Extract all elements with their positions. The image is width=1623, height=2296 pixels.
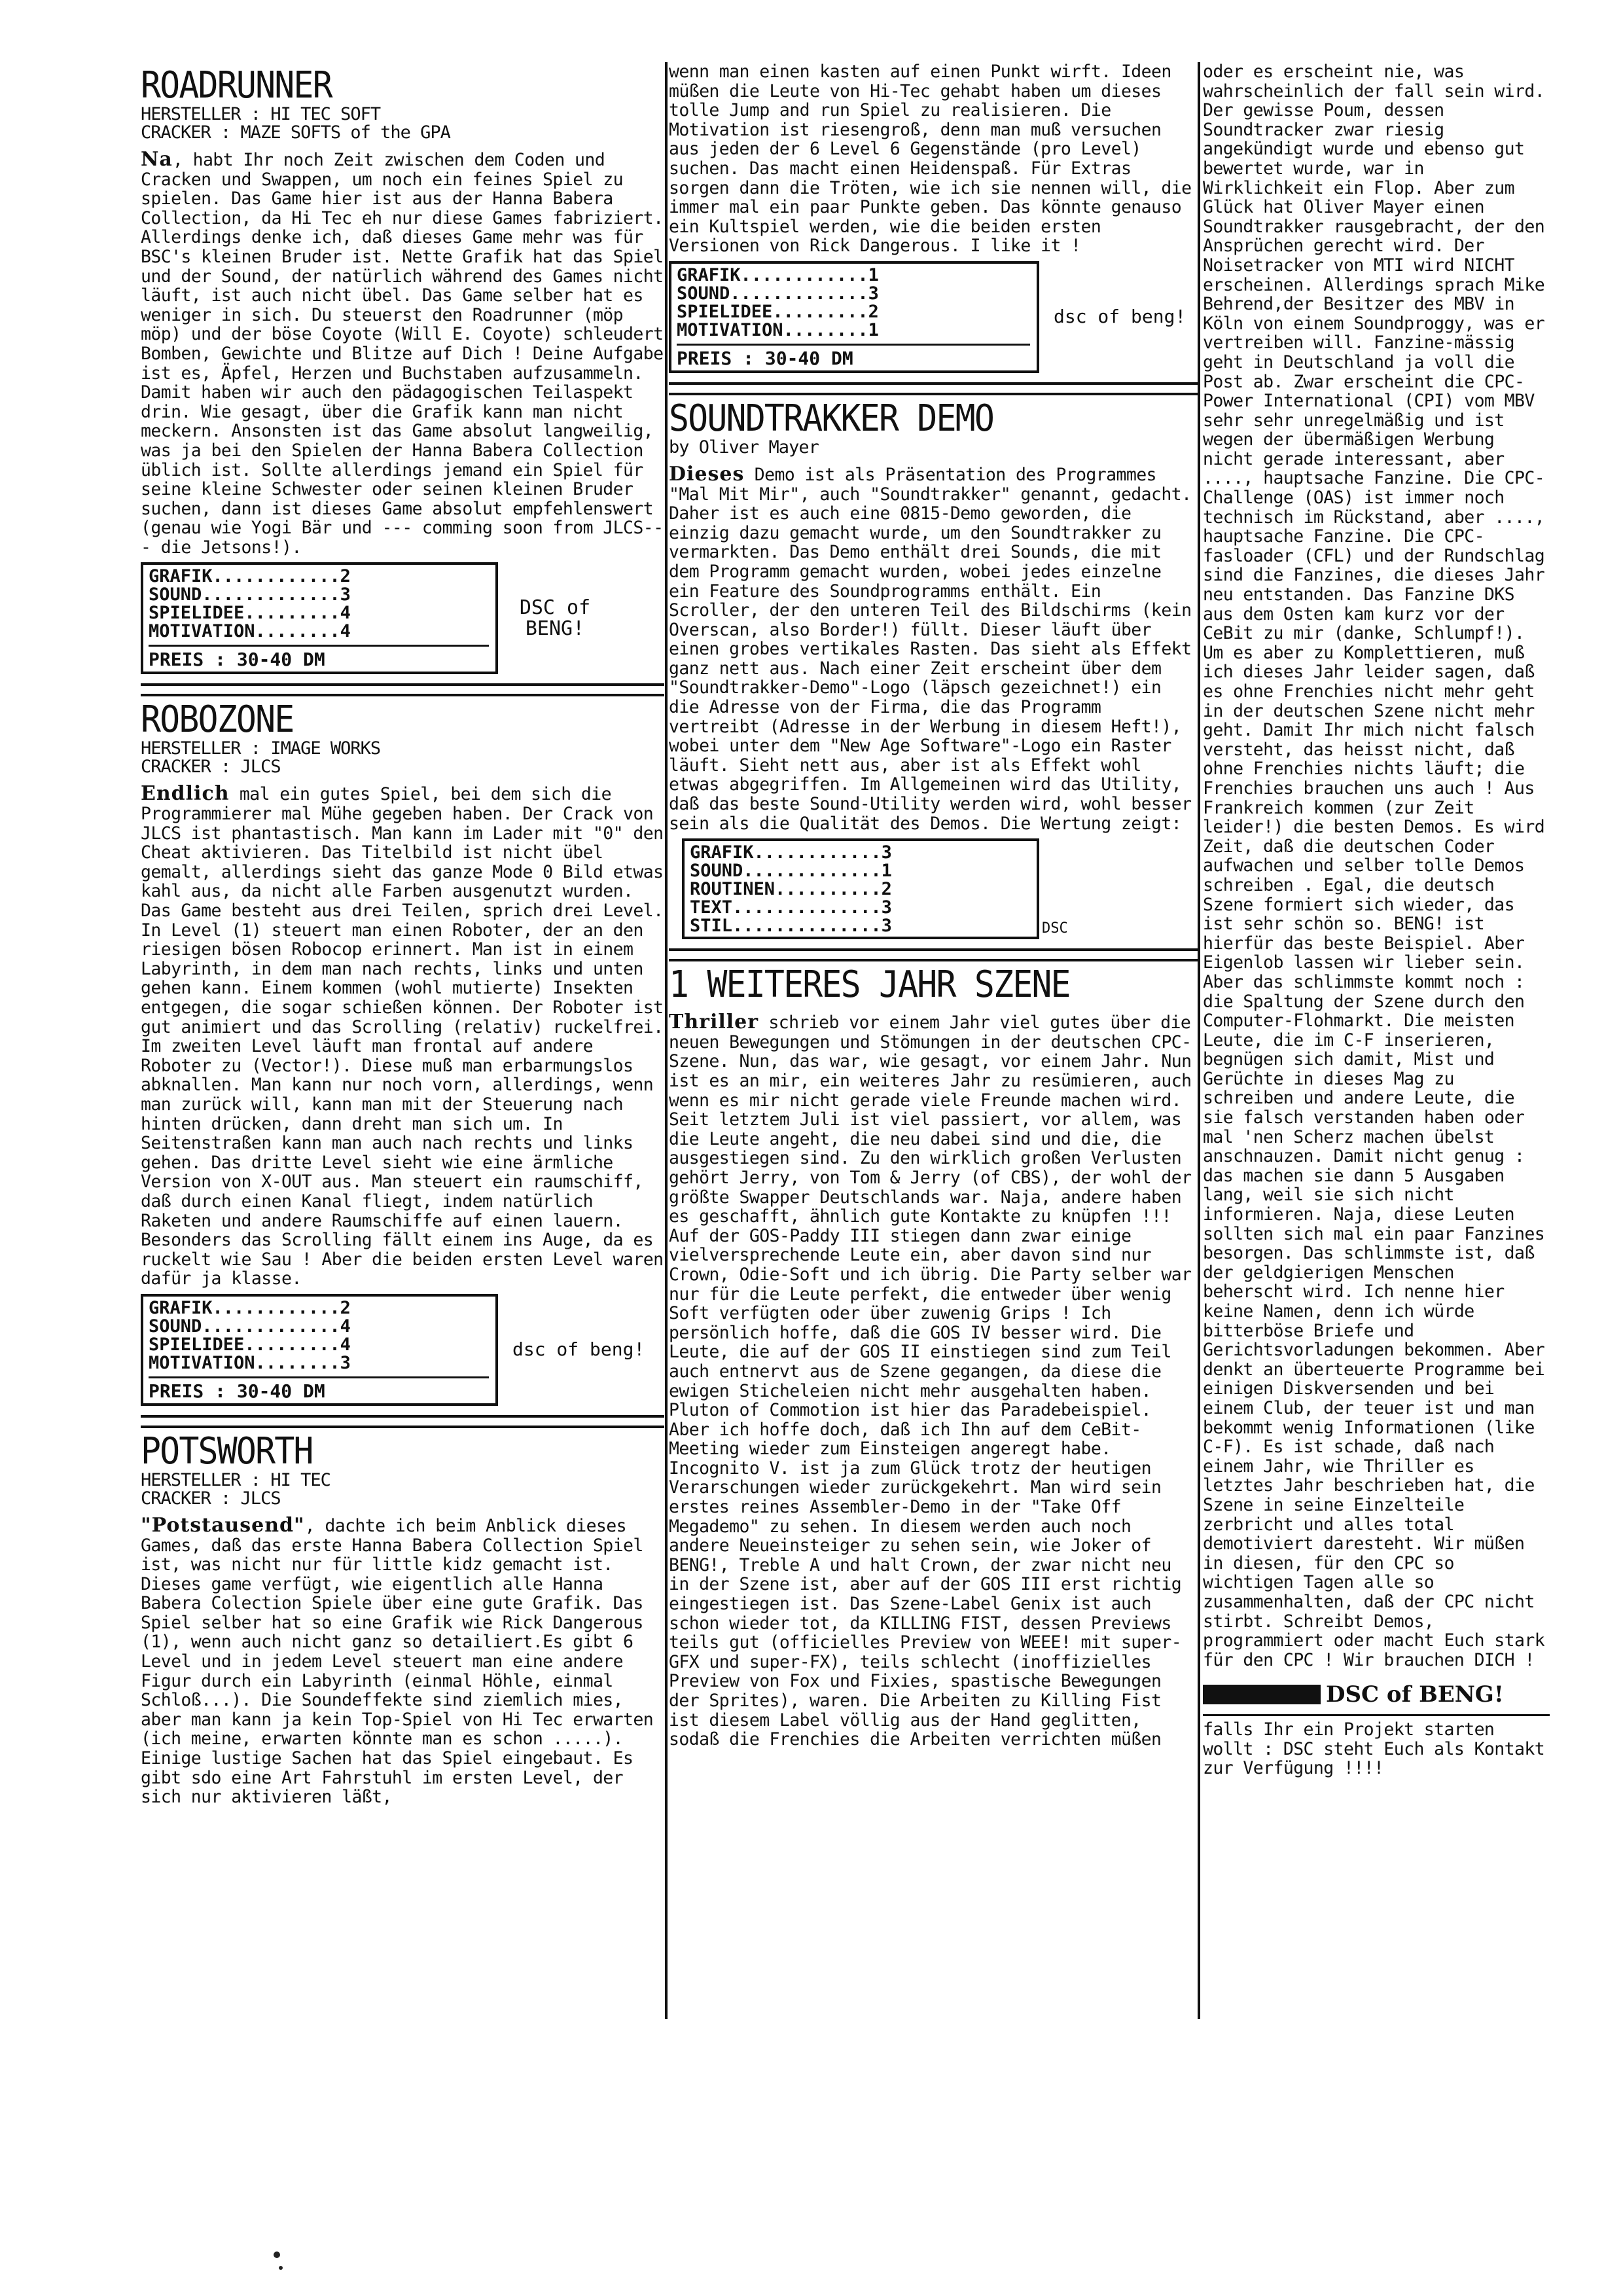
author-signature: dsc of beng! <box>1054 306 1186 328</box>
article-potsworth <box>141 1429 664 1808</box>
article-potsworth-continued <box>669 62 1198 373</box>
contact-note: falls Ihr ein Projekt starten wollt : DSC steht Euch als Kontakt zur Verfügung !!!! <box>1203 1714 1550 1778</box>
column-divider-left <box>665 62 668 2019</box>
body-text: mal ein gutes Spiel, bei dem sich die Programmierer mal Mühe gegeben haben. Der Crack von JLCS ist phantastisch. Man kann im Lader mit "0" den Cheat aktivieren. Das Titelbild ist nicht übel gemalt, allerdings sieht das ganze Mode 0 Bild etwas kahl aus, da nicht alle Farben ausgenutzt wurden. Das Game besteht aus drei Teilen, sprich drei Level. In Level (1) steuert man einen Roboter, der an den riesigen bösen Robocop erinnert. Man ist in einem Labyrinth, in dem man nach rechts, links und unten gehen kann. Einem kommen (wohl mutierte) Insekten entgegen, die sogar schießen können. Der Roboter ist gut animiert und das Scrolling (relativ) ruckelfrei. Im zweiten Level läuft man frontal auf andere Roboter zu (Vector!). Diese muß man erbarmungslos abknallen. Man kann nur noch vorn, allerdings, wenn man zurück will, kann man mit der Steuerung nach hinten drücken, dann dreht man sich um. In Seitenstraßen kann man auch nach rechts und links gehen. Das dritte Level sieht wie eine ärmliche Version von X-OUT aus. Man steuert ein raumschiff, daß durch einen Kanal fliegt, indem natürlich Raketen und andere Raumschiffe auf einen lauern. Besonders das Scrolling fällt einem ins Auge, da es ruckelt wie Sau ! Aber die beiden ersten Level waren dafür ja klasse. <box>141 784 664 1289</box>
article-body <box>141 1513 664 1808</box>
rating-row: SOUND.............3 <box>149 584 351 605</box>
rating-block <box>669 261 1198 373</box>
section-separator <box>669 948 1198 961</box>
column-2 <box>669 62 1198 2026</box>
article-title: POTSWORTH <box>141 1429 313 1473</box>
author-signature: DSC <box>1042 920 1068 937</box>
article-title: SOUNDTRAKKER DEMO <box>669 397 994 440</box>
rating-block <box>141 1294 664 1406</box>
rating-row: SPIELIDEE.........4 <box>149 1334 351 1355</box>
column-1 <box>141 62 664 2026</box>
article-cracker: CRACKER : MAZE SOFTS of the GPA <box>141 122 450 143</box>
column-3 <box>1203 62 1550 2026</box>
lead-word: Endlich <box>141 782 230 806</box>
article-body: wenn man einen kasten auf einen Punkt wirft. Ideen müßen die Leute von Hi-Tec gehabt haben um dieses tolle Jump and run Spiel zu realisieren. Die Motivation ist riesengroß, denn man muß versuchen aus jeden der 6 Level 6 Gegenstände (pro Level) suchen. Das macht einen Heidenspaß. Für Extras sorgen dann die Tröten, wie ich sie nennen will, die immer mal ein paar Punkte geben. Das könnte genauso ein Kultspiel werden, wie die beiden ersten Versionen von Rick Dangerous. I like it ! <box>669 62 1192 257</box>
rating-row: SOUND.............1 <box>690 861 892 882</box>
article-title: ROADRUNNER <box>141 64 332 107</box>
price: PREIS : 30-40 DM <box>149 645 489 670</box>
body-text: , dachte ich beim Anblick dieses Games, daß das erste Hanna Babera Collection Spiel ist, was nicht nur für little kidz gemacht ist. Dieses game verfügt, wie eigentlich alle Hanna Babera Colection Spiele über eine gute Grafik. Das Spiel selber hat so eine Grafik wie Rick Dangerous (1), wenn auch nicht ganz so detailiert.Es gibt 6 Level und in jedem Level steuert man eine andere Figur durch ein Labyrinth (einmal Höhle, einmal Schloß...). Die Soundeffekte sind ziemlich mies, aber man kann ja kein Top-Spiel von Hi Tec erwarten (ich meine, erwarten könnte man es schon .....). Einige lustige Sachen hat das Spiel eingebaut. Es gibt sdo eine Art Fahrstuhl im ersten Level, der sich nur aktivieren läßt, <box>141 1515 654 1808</box>
rating-row: GRAFIK............1 <box>677 264 879 285</box>
section-separator <box>141 683 664 696</box>
rating-row: GRAFIK............2 <box>149 1297 351 1318</box>
section-separator <box>669 382 1198 395</box>
article-szene-continued <box>1203 62 1550 1778</box>
rating-row: SPIELIDEE.........2 <box>677 301 879 322</box>
rating-block <box>141 562 664 674</box>
rating-row: GRAFIK............3 <box>690 842 892 863</box>
author-signature: dsc of beng! <box>512 1338 645 1361</box>
article-body: oder es erscheint nie, was wahrscheinlich der fall sein wird. Der gewisse Poum, dessen Soundtracker zwar riesig angekündigt wurde und ebenso gut bewertet wurde, war in Wirklichkeit ein Flop. Aber zum Glück hat Oliver Mayer einen Soundtrakker rausgebracht, der den Ansprüchen gerecht wird. Der Noisetracker von MTI wird NICHT erscheinen. Allerdings sprach Mike Behrend,der Besitzer des MBV in Köln von einem Soundproggy, was er vertreiben will. Fanzine-mässig geht in Deutschland ja voll die Post ab. Zwar erscheint die CPC-Power International (CPI) vom MBV sehr sehr unregelmäßig und ist wegen der übermäßigen Werbung nicht gerade interessant, aber ...., hauptsache Fanzine. Die CPC-Challenge (OAS) ist immer noch technisch im Rückstand, aber ...., hauptsache Fanzine. Die CPC-fasloader (CFL) und der Rundschlag sind die Fanzines, die dieses Jahr neu entstanden. Das Fanzine DKS aus dem Osten kam kurz vor der CeBit zu mir (danke, Schlumpf!). Um es aber zu Komplettieren, muß ich dieses Jahr leider sagen, daß es ohne Frenchies nicht mehr geht in der deutschen Szene nicht mehr geht. Damit Ihr mich nicht falsch versteht, das heisst nicht, daß ohne Frenchies nichts läuft; die Frenchies brauchen uns auch ! Aus Frankreich kommen (zur Zeit leider!) die besten Demos. Es wird Zeit, daß die deutschen Coder aufwachen und selber tolle Demos schreiben . Egal, die deutsch Szene formiert sich wieder, das ist sehr schön so. BENG! ist hierfür das beste Beispiel. Aber Eigenlob lassen wir lieber sein. Aber das schlimmste kommt noch : die Spaltung der Szene durch den Computer-Flohmarkt. Die meisten Leute, die im C-F inserieren, begnügen sich damit, Mist und Gerüchte in dieses Mag zu schreiben und andere Leute, die sie falsch verstanden haben oder mal 'nen Scherz machen übelst anschnauzen. Damit nicht genug : das machen sie dann 5 Ausgaben lang, weil sie sich nicht informieren. Naja, diese Leuten sollten sich mal ein paar Fanzines besorgen. Das schlimmste ist, daß der geldgierigen Menschen beherscht wird. Ich nenne hier keine Namen, denn ich würde bitterböse Briefe und Gerichtsvorladungen bekommen. Aber denkt an überteuerte Programme bei einigen Diskversenden und bei einem Club, der teuer ist und man bekommt wenig Informationen (like C-F). Es ist schade, daß nach einem Jahr, wie Thriller es letztes Jahr beschrieben hat, die Szene in seine Einzelteile zerbricht und alles total demotiviert daresteht. Wir müßen in diesen, für den CPC so wichtigen Tagen alle so zusammenhalten, daß der CPC nicht stirbt. Schreibt Demos, programmiert oder macht Euch stark für den CPC ! Wir brauchen DICH ! <box>1203 62 1545 1670</box>
rating-row: SOUND.............3 <box>677 283 879 304</box>
article-publisher: HERSTELLER : IMAGE WORKS <box>141 738 381 759</box>
column-divider-right <box>1198 62 1200 2019</box>
price: PREIS : 30-40 DM <box>677 344 1030 369</box>
article-author: by Oliver Mayer <box>669 437 819 457</box>
article-publisher: HERSTELLER : HI TEC <box>141 1469 330 1490</box>
article-body <box>141 150 664 557</box>
article-cracker: CRACKER : JLCS <box>141 757 281 778</box>
lead-word: Dieses <box>669 462 745 486</box>
author-signature: DSC of BENG! <box>1326 1681 1504 1708</box>
article-body <box>669 1013 1198 1749</box>
rating-box <box>682 838 1039 939</box>
article-title: 1 WEITERES JAHR SZENE <box>669 963 1070 1007</box>
lead-word: "Potstausend" <box>141 1513 305 1537</box>
article-soundtrakker <box>669 399 1198 939</box>
rating-box <box>141 1294 498 1406</box>
section-separator <box>141 1415 664 1428</box>
rating-row: MOTIVATION........3 <box>149 1352 351 1373</box>
ink-speck <box>274 2251 280 2258</box>
body-text: Demo ist als Präsentation des Programmes "Mal Mit Mir", auch "Soundtrakker" genannt, gedacht. Daher ist es auch eine 0815-Demo geworden, die einzig dazu gemacht wurde, um den Soundtrakker zu vermarkten. Das Demo enthält drei Sounds, die mit dem Programm gemacht wurden, wobei jedes einzelne ein Feature des Soundprogramms enthält. Ein Scroller, der den unteren Teil des Bildschirms (kein Overscan, also Border!) füllt. Dieser läuft über einen grobes vertikales Rasten. Das sieht als Effekt ganz nett aus. Nach einer Zeit erscheint über dem "Soundtrakker-Demo"-Logo (läpsch gezeichnet!) ein die Adresse von der Firma, die das Programm vertreibt (Adresse in der Werbung in diesem Heft!), wobei unter dem "New Age Software"-Logo ein Raster läuft. Sieht nett aus, aber ist als Effekt wohl etwas abgegriffen. Im Allgemeinen wird das Utility, daß das beste Sound-Utility werden wird, wohl besser sein als die Qualität des Demos. Die Wertung zeigt: <box>669 464 1192 834</box>
rating-row: SOUND.............4 <box>149 1316 351 1336</box>
author-signature: DSC of BENG! <box>519 596 591 640</box>
rating-row: MOTIVATION........4 <box>149 621 351 642</box>
article-body <box>141 784 664 1288</box>
lead-word: Na <box>141 148 173 171</box>
body-text: schrieb vor einem Jahr viel gutes über die neuen Bewegungen und Stömungen in der deutschen CPC-Szene. Nun, das war, wie gesagt, vor einem Jahr. Nun ist es an mir, ein weiteres Jahr zu resümieren, auch wenn es mir nicht gerade viele Freunde machen wird. Seit letztem Juli ist viel passiert, vor allem, was die Leute angeht, die neu dabei sind und die, die ausgestiegen sind. Zu den wirklich großen Verlusten gehört Jerry, von Tom & Jerry (of CBS), der wohl der größte Swapper Deutschlands war. Naja, andere haben es geschafft, ähnlich gute Kontakte zu knüpfen !!! Auf der GOS-Paddy III stiegen dann zwar einige vielversprechende Leute ein, aber davon sind nur Crown, Odie-Soft und ich übrig. Die Party selber war nur für die Leute perfekt, die entweder über wenig Soft verfügten oder über zuwenig Grips ! Ich persönlich hoffe, daß die GOS IV besser wird. Die Leute, die auf der GOS II einstiegen sind zum Teil auch entnervt aus de Szene gegangen, da diese die ewigen Sticheleien nicht mehr ausgehalten haben. Pluton of Commotion ist hier das Paradebeispiel. Aber ich hoffe doch, daß ich Ihn auf dem CeBit-Meeting wieder zum Einsteigen angeregt habe. Incognito V. ist ja zum Glück trotz der heutigen Verarschungen wieder zurückgekehrt. Man wird sein erstes reines Assembler-Demo in der "Take Off Megademo" zu sehen. In diesem werden auch noch andere Neueinsteiger zu sehen sein, wie Joker of BENG!, Treble A und halt Crown, der zwar nicht neu in der Szene ist, aber auf der GOS III erst richtig eingestiegen ist. Das Szene-Label Genix ist auch schon wieder tot, da KILLING FIST, dessen Previews teils gut (officielles Preview von WEEE! mit super-GFX und super-FX), teils schlecht (inoffizielles Preview von Fox und Fixies, spastische Bewegungen der Sprites), waren. Die Arbeiten zu Killing Fist ist diesem Label völlig aus der Hand geglitten, sodaß die Frenchies die Arbeiten verrichten müßen <box>669 1013 1192 1750</box>
article-title: ROBOZONE <box>141 698 294 742</box>
signature-bar <box>1203 1685 1321 1704</box>
article-roadrunner <box>141 66 664 674</box>
signature-block <box>1203 1681 1550 1708</box>
rating-row: GRAFIK............2 <box>149 566 351 587</box>
body-text: , habt Ihr noch Zeit zwischen dem Coden und Cracken und Swappen, um noch ein feines Spiel zu spielen. Das Game hier ist aus der Hanna Babera Collection, da Hi Tec eh nur diese Games fabriziert. Allerdings denke ich, daß dieses Game mehr was für BSC's kleinen Bruder ist. Nette Grafik hat das Spiel und der Sound, der natürlich während des Games nicht läuft, ist auch nicht übel. Das Game selber hat es weniger in sich. Du steuerst den Roadrunner (möp möp) und der böse Coyote (Will E. Coyote) schleudert Bomben, Gewichte und Blitze auf Dich ! Deine Aufgabe ist es, Äpfel, Herzen und Buchstaben aufzusammeln. Damit haben wir auch den pädagogischen Teilaspekt drin. Wie gesagt, über die Grafik kann man nicht meckern. Ansonsten ist das Game absolut langweilig, was ja bei den Spielen der Hanna Babera Collection üblich ist. Sollte allerdings jemand ein Spiel für seine kleine Schwester oder seinen kleinen Bruder suchen, dann ist dieses Game absolut empfehlenswert (genau wie Yogi Bär und --- comming soon from JLCS--- die Jetsons!). <box>141 150 664 558</box>
rating-row: ROUTINEN..........2 <box>690 879 892 900</box>
article-publisher: HERSTELLER : HI TEC SOFT <box>141 104 381 124</box>
rating-row: SPIELIDEE.........4 <box>149 603 351 624</box>
article-body <box>669 462 1198 834</box>
rating-box <box>669 261 1039 373</box>
rating-row: MOTIVATION........1 <box>677 319 879 340</box>
rating-row: STIL..............3 <box>690 916 892 937</box>
article-robozone <box>141 700 664 1405</box>
rating-block <box>682 838 1198 939</box>
lead-word: Thriller <box>669 1011 759 1034</box>
ink-speck <box>279 2266 283 2270</box>
rating-row: TEXT..............3 <box>690 897 892 918</box>
rating-box <box>141 562 498 674</box>
article-szene <box>669 965 1198 1749</box>
price: PREIS : 30-40 DM <box>149 1376 489 1402</box>
article-cracker: CRACKER : JLCS <box>141 1488 281 1509</box>
